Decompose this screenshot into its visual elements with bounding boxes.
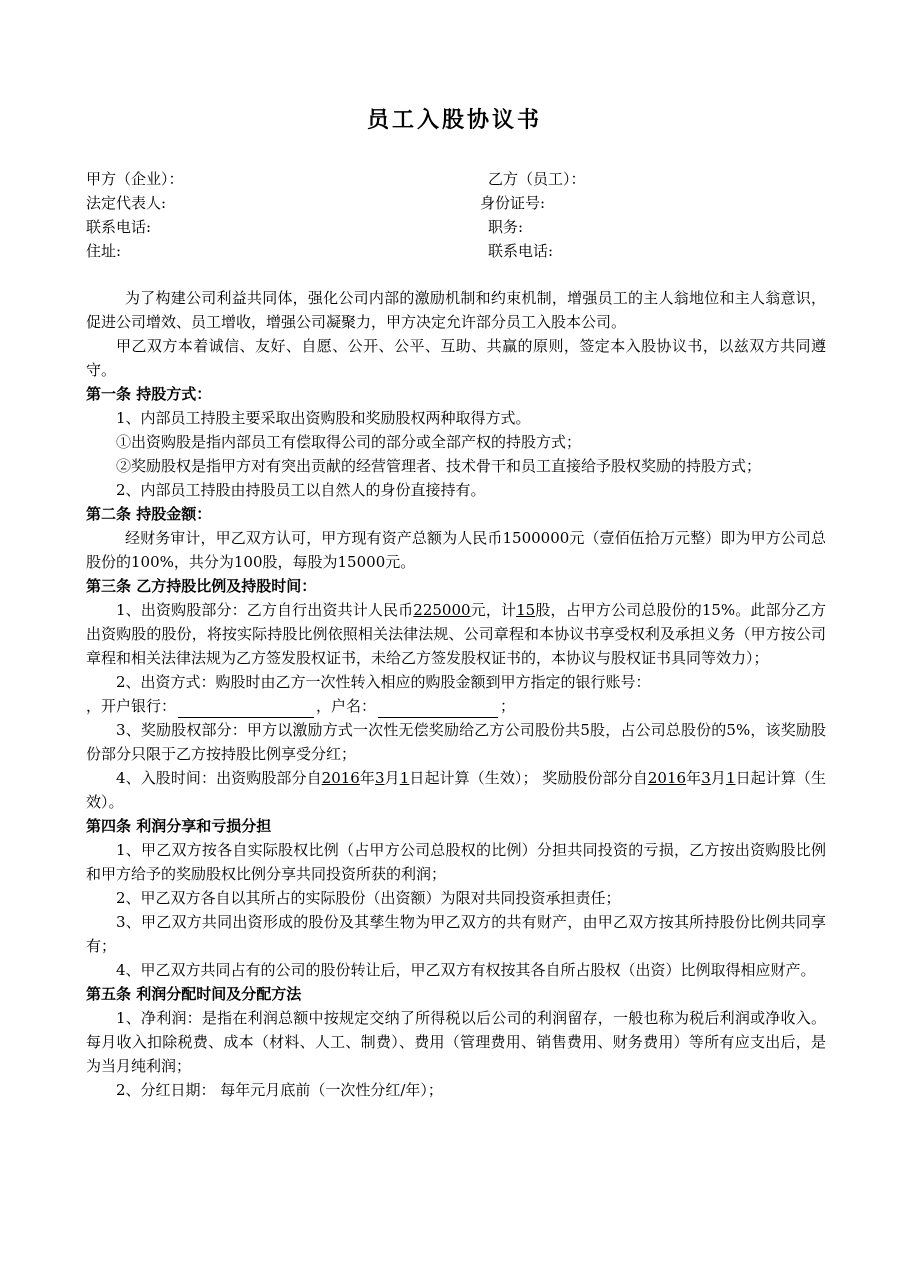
party-b-id-number: 身份证号:: [480, 194, 546, 212]
article-1-clause: ②奖励股权是指甲方对有突出贡献的经营管理者、技术骨干和员工直接给予股权奖励的持股方式；: [116, 457, 762, 475]
bank-name-blank: [178, 699, 314, 718]
article-3-clause-2: 2、出资方式：购股时由乙方一次性转入相应的购股金额到甲方指定的银行账号： ，开户银行： ，户名： ；: [86, 670, 826, 718]
intro-paragraph: 甲乙双方本着诚信、友好、自愿、公开、公平、互助、共赢的原则，签定本入股协议书，以兹双方共同遵守。: [86, 337, 826, 379]
party-b-position: 职务:: [488, 218, 524, 236]
article-4-heading: 第四条 利润分享和亏损分担: [86, 817, 272, 835]
party-a-legal-rep: 法定代表人:: [86, 194, 167, 212]
party-a-phone: 联系电话:: [86, 218, 152, 236]
article-2-heading: 第二条 持股金额：: [86, 505, 212, 523]
agreement-body: [86, 286, 826, 1102]
article-3-heading: 第三条 乙方持股比例及持股时间：: [86, 577, 317, 595]
party-b-phone: 联系电话:: [488, 242, 554, 260]
purchase-amount: 225000: [413, 601, 471, 619]
account-name-blank: [378, 699, 498, 718]
article-3-clause-3: 3、奖励股权部分：甲方以激励方式一次性无偿奖励给乙方公司股份共5股，占公司总股份的5%，该奖励股份部分只限于乙方按持股比例享受分红；: [86, 721, 826, 763]
article-4-clause: 1、甲乙双方按各自实际股权比例（占甲方公司总股权的比例）分担共同投资的亏损，乙方按出资购股比例和甲方给予的奖励股权比例分享共同投资所获的利润；: [86, 841, 826, 883]
party-a-info: [86, 167, 184, 263]
article-1-clause: 1、内部员工持股主要采取出资购股和奖励股权两种取得方式。: [116, 409, 531, 427]
article-4-clause: 3、甲乙双方共同出资形成的股份及其孳生物为甲乙双方的共有财产，由甲乙双方按其所持股份比例共同享有；: [86, 913, 826, 955]
party-b-employee: 乙方（员工）：: [488, 170, 586, 188]
article-2-clause: 经财务审计，甲乙双方认可，甲方现有资产总额为人民币1500000元（壹佰伍拾万元整）即为甲方公司总股份的100%，共分为100股，每股为15000元。: [86, 529, 826, 571]
article-5-heading: 第五条 利润分配时间及分配方法: [86, 985, 302, 1003]
article-3-clause-1: 1、出资购股部分：乙方自行出资共计人民币225000元，计15股，占甲方公司总股份的15%。此部分乙方出资购股的股份，将按实际持股比例依照相关法律法规、公司章程和本协议书享受权利及承担义务（甲方按公司章程和相关法律法规为乙方签发股权证书，未给乙方签发股权证书的，本协议与股权证书具同等效力）；: [86, 601, 826, 667]
purchase-shares: 15: [516, 601, 536, 619]
article-1-clause: 2、内部员工持股由持股员工以自然人的身份直接持有。: [116, 481, 486, 499]
article-5-clause: 2、分红日期： 每年元月底前（一次性分红/年）；: [116, 1081, 443, 1099]
article-1-heading: 第一条 持股方式：: [86, 385, 212, 403]
document-title: 员工入股协议书: [366, 107, 542, 133]
party-a-enterprise: 甲方（企业）：: [86, 170, 184, 188]
party-b-info: [480, 167, 586, 263]
article-1-clause: ①出资购股是指内部员工有偿取得公司的部分或全部产权的持股方式；: [116, 433, 582, 451]
intro-paragraph: 为了构建公司利益共同体，强化公司内部的激励机制和约束机制，增强员工的主人翁地位和主人翁意识，促进公司增效、员工增收，增强公司凝聚力，甲方决定允许部分员工入股本公司。: [86, 289, 826, 331]
article-4-clause: 4、甲乙双方共同占有的公司的股份转让后，甲乙双方有权按其各自所占股权（出资）比例取得相应财产。: [116, 961, 816, 979]
article-3-clause-4: 4、入股时间：出资购股部分自2016年3月1日起计算（生效）； 奖励股份部分自2016年3月1日起计算（生效）。: [86, 769, 826, 811]
article-5-clause: 1、净利润：是指在利润总额中按规定交纳了所得税以后公司的利润留存，一般也称为税后利润或净收入。每月收入扣除税费、成本（材料、人工、制费）、费用（管理费用、销售费用、财务费用）等所有应支出后，是为当月纯利润；: [86, 1009, 826, 1075]
article-4-clause: 2、甲乙双方各自以其所占的实际股份（出资额）为限对共同投资承担责任；: [116, 889, 621, 907]
party-a-address: 住址:: [86, 242, 122, 260]
